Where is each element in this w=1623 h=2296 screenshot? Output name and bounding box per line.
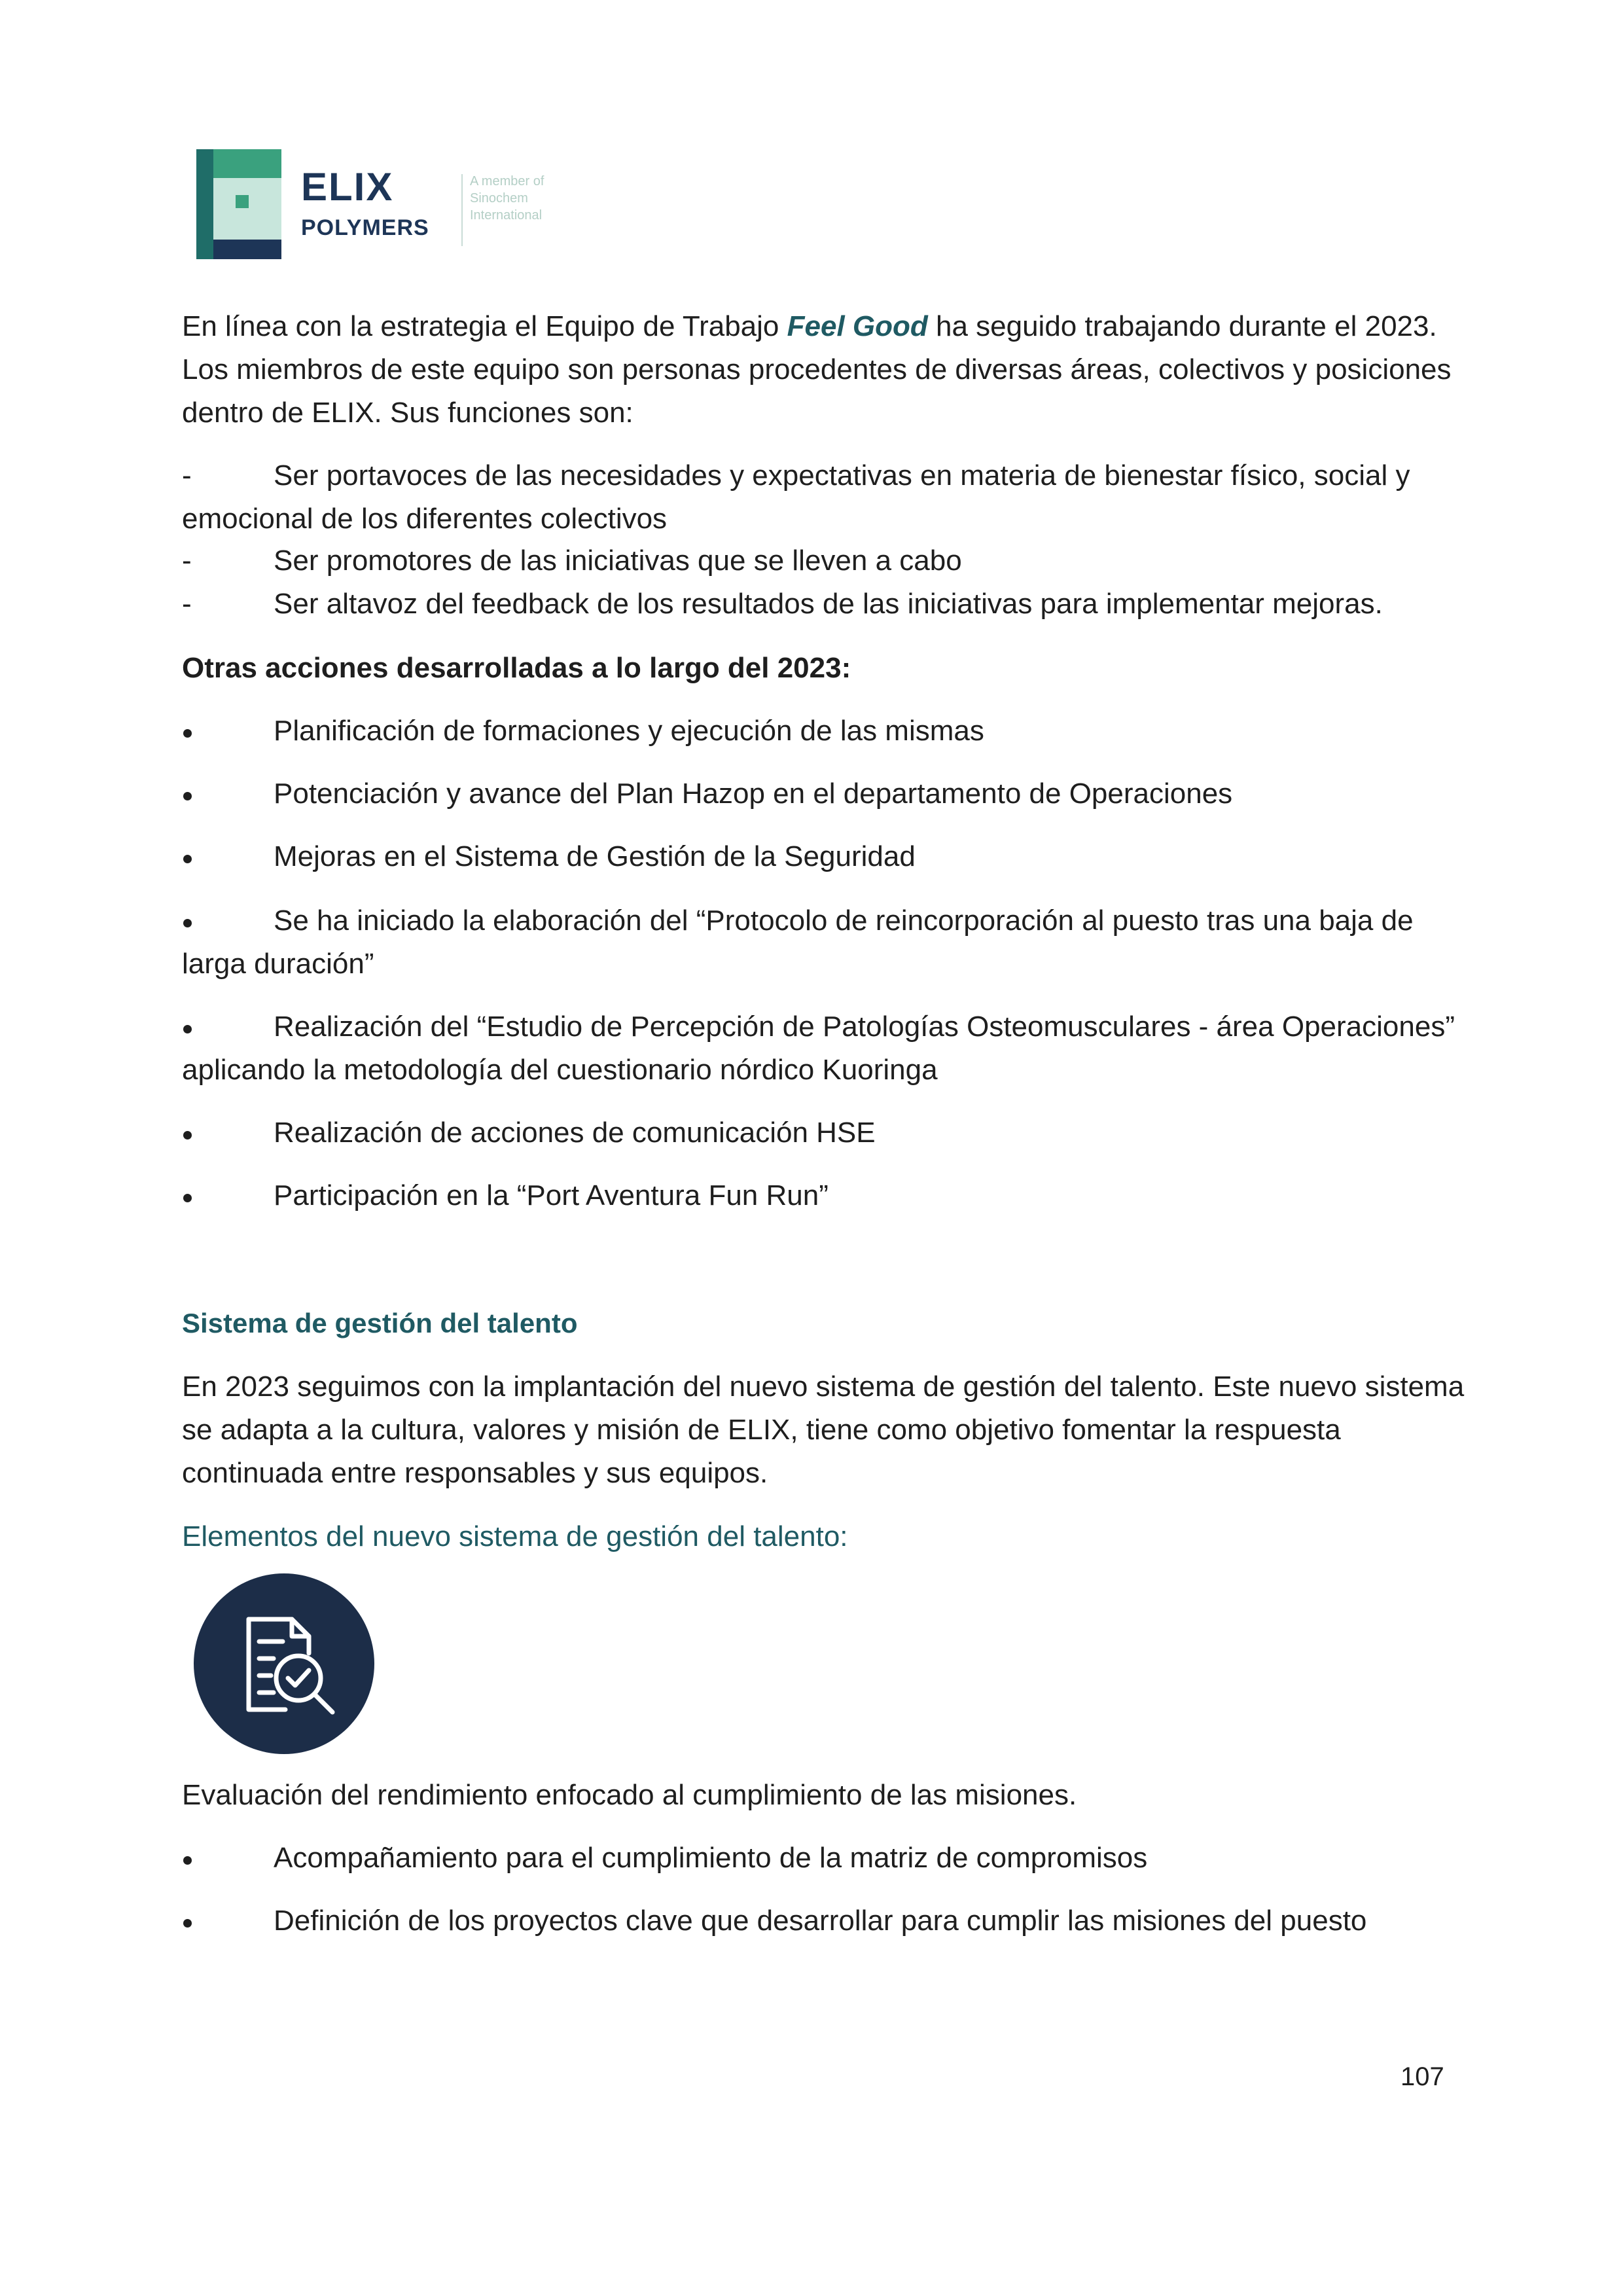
function-text: Ser altavoz del feedback de los resultados de las iniciativas para implementar mejoras.: [274, 588, 1383, 620]
function-text: Ser portavoces de las necesidades y expectativas en materia de bienestar físico, social y emocional de los diferentes colectivos: [182, 459, 1410, 535]
talent-item-text: Acompañamiento para el cumplimiento de la matriz de compromisos: [274, 1842, 1148, 1874]
action-text: Participación en la “Port Aventura Fun Run”: [274, 1179, 829, 1211]
intro-paragraph: [182, 305, 1478, 435]
talent-item: [182, 1899, 1478, 1943]
company-logo: [196, 149, 589, 260]
action-item: [182, 1111, 1478, 1155]
intro-highlight: Feel Good: [787, 310, 928, 342]
dash-marker: -: [182, 588, 192, 620]
function-text: Ser promotores de las iniciativas que se lleven a cabo: [274, 545, 962, 577]
logo-subtitle: POLYMERS: [301, 215, 429, 240]
action-item: [182, 772, 1478, 816]
action-item: [182, 1005, 1478, 1092]
bullet-icon: [183, 1194, 192, 1202]
page-number: 107: [1400, 2062, 1444, 2091]
dash-marker: -: [182, 545, 192, 577]
action-text: Planificación de formaciones y ejecución de las mismas: [274, 715, 984, 747]
bullet-icon: [183, 919, 192, 927]
logo-divider: [461, 174, 463, 246]
evaluation-text: Evaluación del rendimiento enfocado al cumplimiento de las misiones.: [182, 1779, 1077, 1811]
logo-member-text: A member of Sinochem International: [470, 174, 544, 223]
talent-subheading: Elementos del nuevo sistema de gestión del talento:: [182, 1520, 848, 1552]
action-text: Se ha iniciado la elaboración del “Protocolo de reincorporación al puesto tras una baja de larga duración”: [182, 905, 1414, 980]
document-search-check-icon: [194, 1573, 374, 1754]
bullet-icon: [183, 1919, 192, 1928]
function-item: [182, 539, 1478, 583]
bullet-icon: [183, 855, 192, 863]
action-item: [182, 899, 1478, 986]
action-item: [182, 709, 1478, 753]
function-item: [182, 454, 1478, 541]
bullet-icon: [183, 1131, 192, 1139]
talent-paragraph: En 2023 seguimos con la implantación del nuevo sistema de gestión del talento. Este nuevo sistema se adapta a la cultura, valores y misión de ELIX, tiene como objetivo fomentar la respuesta continuada entre responsables y sus equipos.: [182, 1371, 1465, 1489]
action-text: Realización de acciones de comunicación HSE: [274, 1117, 876, 1149]
action-item: [182, 1174, 1478, 1217]
bullet-icon: [183, 1856, 192, 1865]
bullet-icon: [183, 729, 192, 738]
intro-text-after: ha seguido trabajando durante el 2023. Los miembros de este equipo son personas procedentes de diversas áreas, colectivos y posiciones dentro de ELIX. Sus funciones son:: [182, 310, 1452, 429]
other-actions-heading: Otras acciones desarrolladas a lo largo del 2023:: [182, 652, 851, 684]
action-text: Potenciación y avance del Plan Hazop en el departamento de Operaciones: [274, 778, 1233, 810]
talent-heading: Sistema de gestión del talento: [182, 1308, 578, 1338]
bullet-icon: [183, 1025, 192, 1033]
elix-logo-mark-icon: [196, 149, 281, 259]
intro-text-before: En línea con la estrategia el Equipo de Trabajo: [182, 310, 787, 342]
action-text: Realización del “Estudio de Percepción de Patologías Osteomusculares - área Operaciones” aplicando la metodología del cuestionario nórdico Kuoringa: [182, 1011, 1455, 1086]
logo-name: ELIX: [301, 165, 394, 209]
action-text: Mejoras en el Sistema de Gestión de la Seguridad: [274, 840, 916, 872]
talent-item: [182, 1837, 1478, 1880]
talent-item-text: Definición de los proyectos clave que desarrollar para cumplir las misiones del puesto: [274, 1905, 1367, 1937]
bullet-icon: [183, 792, 192, 800]
function-item: [182, 583, 1478, 626]
action-item: [182, 835, 1478, 878]
dash-marker: -: [182, 459, 192, 492]
